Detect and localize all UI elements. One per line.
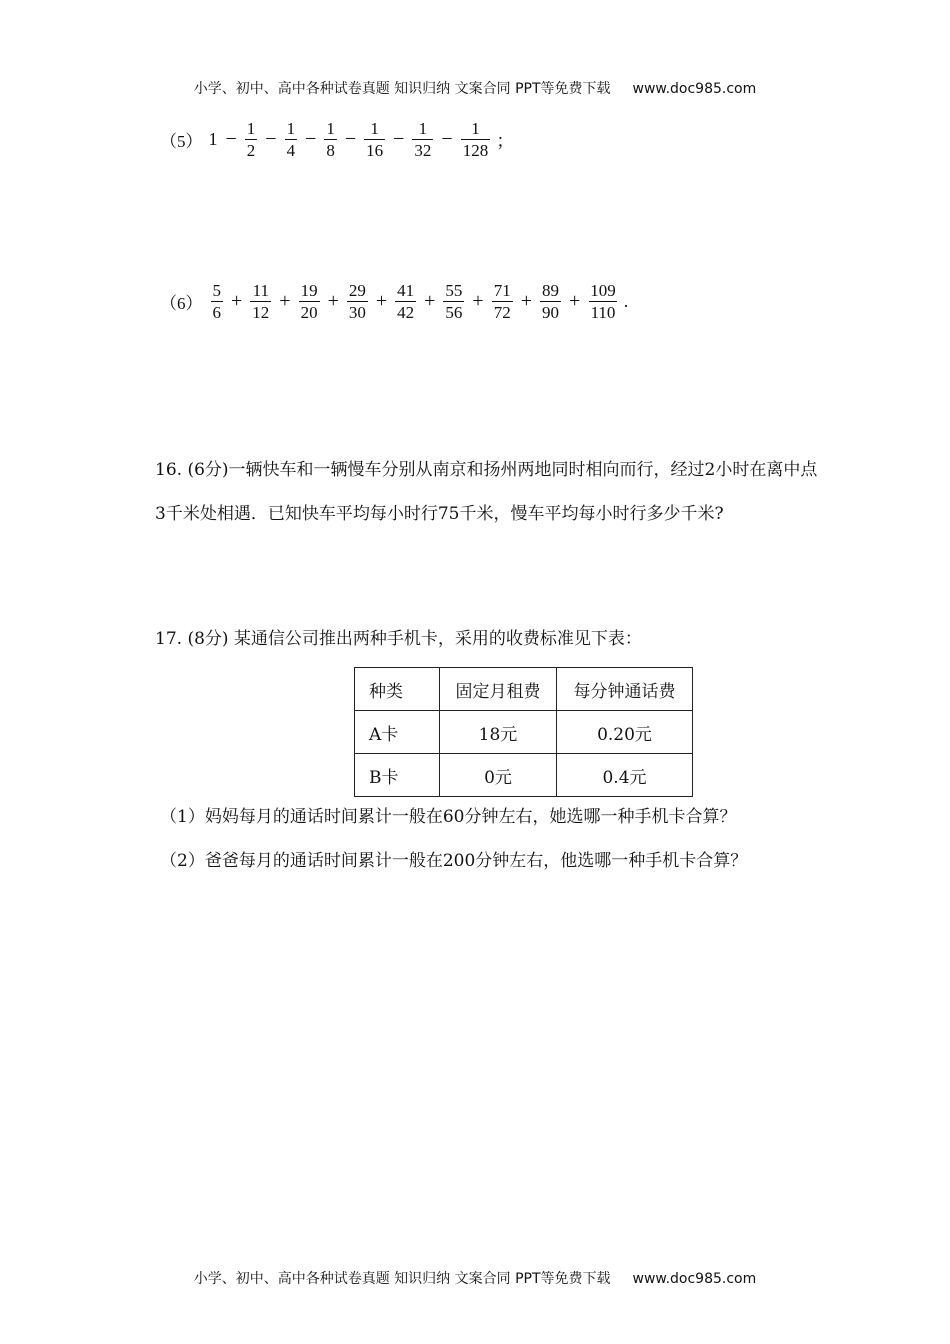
fraction xyxy=(250,282,271,321)
numerator: 89 xyxy=(541,281,559,300)
page-header xyxy=(0,78,950,98)
fee-table-header: 每分钟通话费 xyxy=(557,668,693,711)
numerator: 109 xyxy=(590,281,616,300)
footer-site: www.doc985.com xyxy=(632,1271,757,1287)
operator: + xyxy=(424,290,436,312)
numerator: 71 xyxy=(493,281,511,300)
fee-table-cell: A卡 xyxy=(355,711,440,754)
fraction xyxy=(324,120,337,159)
denominator: 20 xyxy=(300,303,318,322)
fraction xyxy=(412,120,433,159)
operator: + xyxy=(231,290,243,312)
fraction xyxy=(461,120,491,159)
header-text: 小学、初中、高中各种试卷真题 知识归纳 文案合同 PPT等免费下载 xyxy=(193,81,611,97)
problem-5-terms xyxy=(220,120,493,159)
numerator: 1 xyxy=(326,119,335,138)
denominator: 30 xyxy=(348,303,366,322)
fraction xyxy=(299,282,320,321)
fee-table-row xyxy=(355,754,693,797)
question-17-sub-1: （1）妈妈每月的通话时间累计一般在60分钟左右，她选哪一种手机卡合算？ xyxy=(160,807,737,827)
numerator: 19 xyxy=(300,281,318,300)
question-17-sub-2: （2）爸爸每月的通话时间累计一般在200分钟左右，他选哪一种手机卡合算？ xyxy=(160,851,748,871)
fee-table-header-row xyxy=(355,668,693,711)
fraction xyxy=(211,282,224,321)
numerator: 11 xyxy=(252,281,269,300)
problem-6-label: （6） xyxy=(160,294,203,313)
fee-table-row xyxy=(355,711,693,754)
problem-6 xyxy=(160,282,628,321)
page-footer xyxy=(0,1268,950,1288)
operator: + xyxy=(472,290,484,312)
problem-6-end: . xyxy=(623,291,629,311)
problem-5-end: ； xyxy=(496,130,515,151)
denominator: 6 xyxy=(212,303,221,322)
numerator: 29 xyxy=(348,281,366,300)
fraction xyxy=(492,282,513,321)
fee-table-cell: 18元 xyxy=(440,711,557,754)
fraction xyxy=(347,282,368,321)
operator: − xyxy=(225,128,237,150)
fee-table-cell: 0元 xyxy=(440,754,557,797)
numerator: 1 xyxy=(418,119,428,138)
operator: + xyxy=(568,290,581,312)
problem-6-terms xyxy=(209,282,620,321)
denominator: 32 xyxy=(414,141,432,160)
operator: + xyxy=(279,290,291,312)
fee-table xyxy=(354,667,693,797)
numerator: 1 xyxy=(286,119,296,138)
numerator: 5 xyxy=(212,281,221,300)
numerator: 1 xyxy=(246,119,256,138)
footer-text: 小学、初中、高中各种试卷真题 知识归纳 文案合同 PPT等免费下载 xyxy=(193,1271,611,1287)
operator: + xyxy=(375,290,388,312)
problem-5-whole: 1 xyxy=(208,129,218,149)
denominator: 2 xyxy=(246,141,256,160)
question-17-stem: 17. (8分) 某通信公司推出两种手机卡，采用的收费标准见下表： xyxy=(155,629,642,649)
denominator: 72 xyxy=(493,303,511,322)
operator: − xyxy=(305,128,317,150)
fee-table-cell: 0.4元 xyxy=(557,754,693,797)
operator: − xyxy=(265,128,277,150)
numerator: 1 xyxy=(471,119,480,138)
fee-table-header: 固定月租费 xyxy=(440,668,557,711)
fraction xyxy=(245,120,258,159)
denominator: 110 xyxy=(590,303,616,322)
fraction xyxy=(285,120,298,159)
question-16-line-1: 16. (6分)一辆快车和一辆慢车分别从南京和扬州两地同时相向而行，经过2小时在离中点 xyxy=(155,460,818,480)
denominator: 4 xyxy=(286,141,296,160)
denominator: 90 xyxy=(541,303,559,322)
question-16-line-2: 3千米处相遇．已知快车平均每小时行75千米，慢车平均每小时行多少千米? xyxy=(155,504,724,524)
fee-table-cell: 0.20元 xyxy=(557,711,693,754)
fraction xyxy=(443,282,464,321)
operator: + xyxy=(520,290,532,312)
denominator: 8 xyxy=(326,141,335,160)
fraction xyxy=(364,120,385,159)
denominator: 16 xyxy=(366,141,384,160)
fraction xyxy=(395,282,416,321)
operator: − xyxy=(393,128,405,150)
operator: − xyxy=(441,128,453,150)
operator: + xyxy=(327,290,339,312)
operator: − xyxy=(344,128,357,150)
denominator: 42 xyxy=(397,303,415,322)
problem-5-label: （5） xyxy=(160,132,203,151)
numerator: 41 xyxy=(397,281,415,300)
fee-table-header: 种类 xyxy=(355,668,440,711)
denominator: 128 xyxy=(462,141,489,160)
denominator: 12 xyxy=(252,303,270,322)
numerator: 55 xyxy=(445,281,463,300)
fraction xyxy=(588,282,618,321)
fraction xyxy=(540,282,561,321)
fee-table-cell: B卡 xyxy=(355,754,440,797)
denominator: 56 xyxy=(445,303,463,322)
numerator: 1 xyxy=(370,119,379,138)
problem-5 xyxy=(160,120,514,159)
question-16 xyxy=(155,448,818,536)
header-site: www.doc985.com xyxy=(632,81,757,97)
